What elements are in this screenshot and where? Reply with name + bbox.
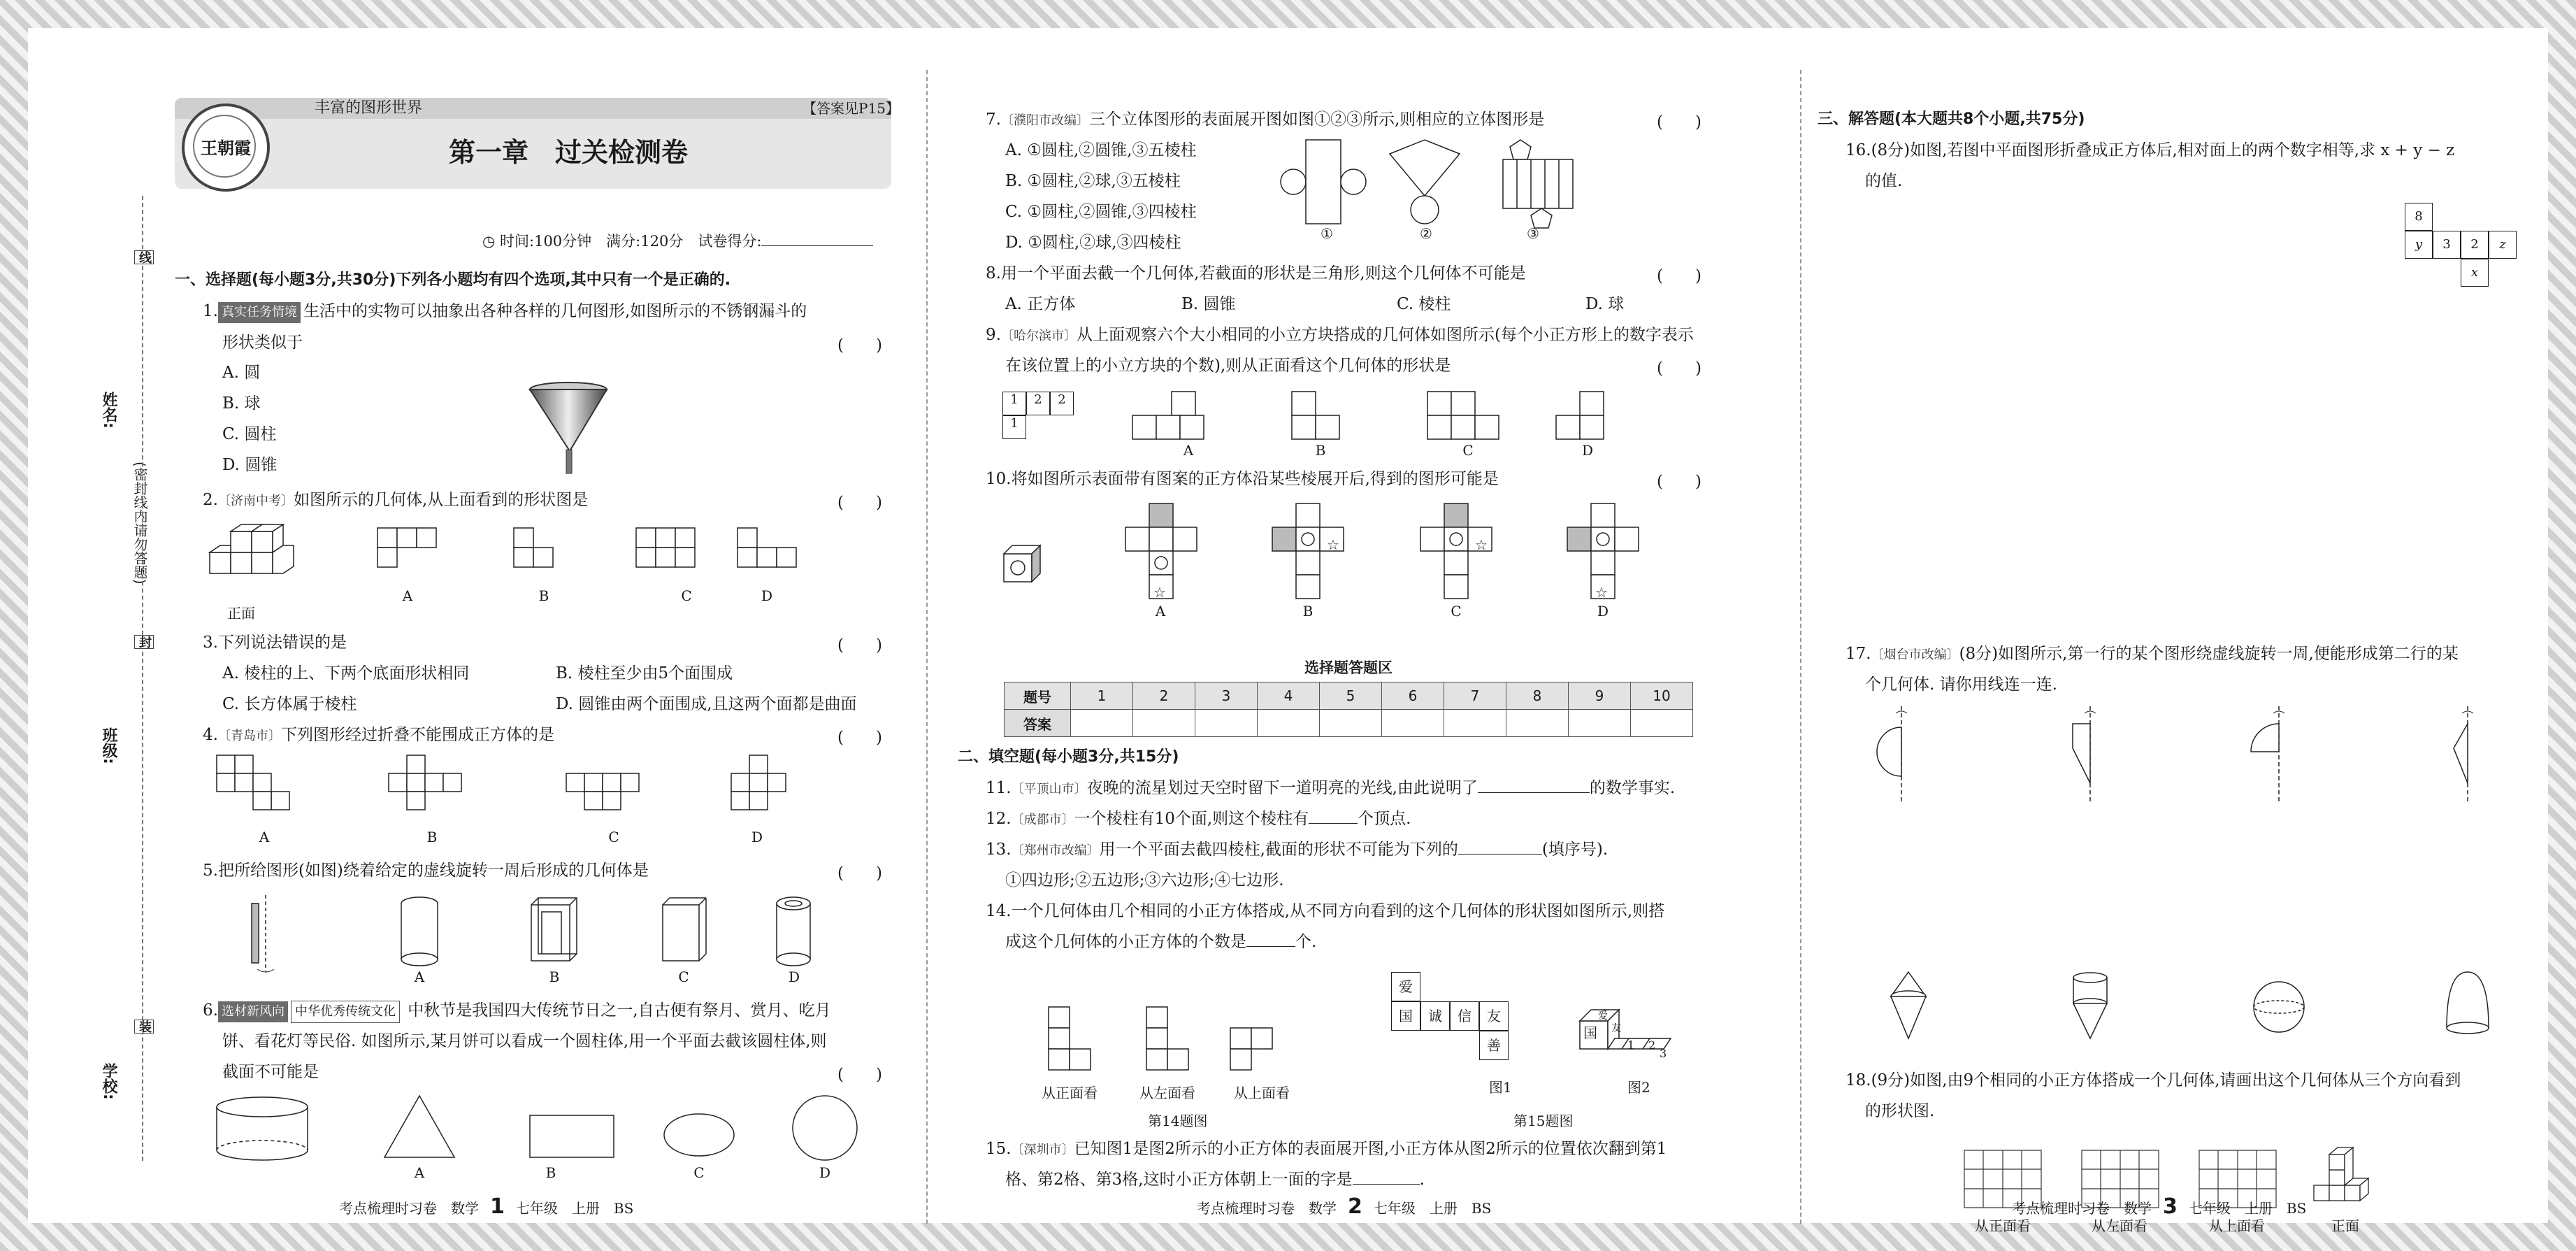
q1-stem: 1. 真实任务情境 生活中的实物可以抽象出各种各样的几何图形,如图所示的不锈钢漏斗的 bbox=[203, 301, 807, 323]
q9-stem: 9.〔哈尔滨市〕从上面观察六个大小相同的小立方块搭成的几何体如图所示(每个小正方形上的数字表示 bbox=[986, 326, 1694, 344]
q3-option-a: A. 棱柱的上、下两个底面形状相同 bbox=[222, 664, 470, 682]
q13-stem: 13.〔郑州市改编〕用一个平面去截四棱柱,截面的形状不可能为下列的 (填序号). bbox=[986, 841, 1609, 859]
q7-option-b: B. ①圆柱,②球,③五棱柱 bbox=[1005, 172, 1181, 190]
q15-cube-front: 国 bbox=[1583, 1024, 1597, 1041]
q1-option-d: D. 圆锥 bbox=[222, 456, 278, 474]
q18-stem: 18.(9分)如图,由9个相同的小正方体搭成一个几何体,请画出这个几何体从三个方向看到 bbox=[1845, 1071, 2461, 1089]
q1-option-b: B. 球 bbox=[222, 394, 261, 413]
q6-label-a: A bbox=[414, 1164, 425, 1181]
q9-options-figure bbox=[1132, 392, 1622, 441]
q3-answer-bracket[interactable]: ( ) bbox=[837, 636, 882, 655]
q15-stem-2: 格、第2格、第3格,这时小正方体朝上一面的字是 . bbox=[1005, 1171, 1425, 1189]
q18-view-top: 从上面看 bbox=[2209, 1217, 2265, 1234]
funnel-figure bbox=[528, 381, 612, 479]
q17-stem-2: 个几何体. 请你用线连一连. bbox=[1865, 675, 2057, 694]
publisher-logo bbox=[182, 103, 270, 192]
q6-label-c: C bbox=[693, 1164, 705, 1181]
exam-meta: ◷ 时间:100分钟 满分:120分 试卷得分: bbox=[482, 231, 873, 252]
q6-stem-3: 截面不可能是 bbox=[222, 1063, 319, 1081]
q7-option-c: C. ①圆柱,②圆锥,③四棱柱 bbox=[1005, 203, 1197, 221]
q14-views-figure bbox=[1049, 1007, 1258, 1077]
q10-label-d: D bbox=[1597, 603, 1609, 620]
q8-stem: 8.用一个平面去截一个几何体,若截面的形状是三角形,则这个几何体不可能是 bbox=[986, 264, 1526, 283]
q15-blank[interactable] bbox=[1353, 1184, 1420, 1185]
answer-cell[interactable] bbox=[1133, 710, 1195, 737]
q10-label-a: A bbox=[1155, 603, 1166, 620]
q1-option-a: A. 圆 bbox=[222, 364, 261, 382]
q14-view-top: 从上面看 bbox=[1234, 1085, 1290, 1101]
q6-stem-2: 饼、看花灯等民俗. 如图所示,某月饼可以看成一个圆柱体,用一个平面去截该圆柱体,则 bbox=[222, 1032, 827, 1050]
q7-label-2: ② bbox=[1420, 225, 1432, 242]
q9-label-a: A bbox=[1183, 442, 1194, 459]
q5-stem: 5.把所给图形(如图)绕着给定的虚线旋转一周后形成的几何体是 bbox=[203, 862, 649, 880]
footer-page-1: 考点梳理时习卷 数学 1 七年级 上册 BS bbox=[339, 1194, 634, 1219]
score-blank bbox=[761, 245, 873, 246]
page-number: 1 bbox=[490, 1194, 505, 1219]
q16-stem-2: 的值. bbox=[1865, 172, 1903, 190]
answer-cell[interactable] bbox=[1195, 710, 1258, 737]
q3-option-b: B. 棱柱至少由5个面围成 bbox=[556, 664, 733, 682]
q13-options: ①四边形;②五边形;③六边形;④七边形. bbox=[1005, 871, 1284, 889]
q6-label-d: D bbox=[819, 1164, 831, 1181]
q15-cell-1: 1 bbox=[1627, 1038, 1635, 1052]
q15-figure-caption: 第15题图 bbox=[1513, 1113, 1574, 1129]
q1-stem-2: 形状类似于 bbox=[222, 334, 303, 352]
q6-stem: 6. 选材新风向 中华优秀传统文化 中秋节是我国四大传统节日之一,自古便有祭月、赏月、吃月 bbox=[203, 1000, 831, 1023]
answer-table-row2-head: 答案 bbox=[1005, 710, 1071, 737]
answer-reference: 【答案见P15】 bbox=[803, 100, 900, 117]
answer-table-title: 选择题答题区 bbox=[1304, 659, 1393, 676]
q15-net-figure: 爱 国 诚 信 友 善 bbox=[1391, 972, 1510, 1098]
q5-figures bbox=[245, 895, 818, 979]
q4-label-d: D bbox=[751, 829, 763, 845]
q9-label-d: D bbox=[1581, 442, 1594, 459]
q15-stem: 15.〔深圳市〕已知图1是图2所示的小正方体的表面展开图,小正方体从图2所示的位置依次翻到第1 bbox=[986, 1140, 1667, 1158]
q9-label-c: C bbox=[1462, 442, 1474, 459]
q10-stem: 10.将如图所示表面带有图案的正方体沿某些棱展开后,得到的图形可能是 bbox=[986, 470, 1499, 488]
column-2 bbox=[958, 98, 1713, 1189]
q18-front-label: 正面 bbox=[2331, 1217, 2359, 1234]
q13-blank[interactable] bbox=[1458, 854, 1542, 855]
answer-cell[interactable] bbox=[1506, 710, 1569, 737]
column-divider bbox=[1800, 70, 1801, 1224]
q3-stem: 3.下列说法错误的是 bbox=[203, 634, 347, 652]
section-2-title: 二、填空题(每小题3分,共15分) bbox=[958, 748, 1179, 766]
q10-answer-bracket[interactable]: ( ) bbox=[1657, 473, 1701, 491]
logo-text: 王朝霞 bbox=[201, 138, 251, 158]
q11-stem: 11.〔平顶山市〕夜晚的流星划过天空时留下一道明亮的光线,由此说明了 的数学事实. bbox=[986, 779, 1676, 797]
q14-figure-caption: 第14题图 bbox=[1148, 1113, 1208, 1129]
q6-label-b: B bbox=[545, 1164, 556, 1181]
q17-solids bbox=[1866, 972, 2510, 1049]
q1-option-c: C. 圆柱 bbox=[222, 425, 277, 443]
footer-page-2: 考点梳理时习卷 数学 2 七年级 上册 BS bbox=[1197, 1194, 1492, 1219]
q7-label-1: ① bbox=[1321, 225, 1333, 242]
q14-blank[interactable] bbox=[1246, 946, 1295, 947]
q4-answer-bracket[interactable]: ( ) bbox=[837, 729, 882, 747]
name-label: 姓名: bbox=[100, 392, 117, 429]
q2-label-a: A bbox=[402, 587, 413, 604]
column-divider bbox=[926, 70, 928, 1224]
q5-label-c: C bbox=[678, 968, 689, 985]
q18-view-front: 从正面看 bbox=[1975, 1217, 2031, 1234]
column-1 bbox=[175, 98, 902, 1182]
q14-view-left: 从左面看 bbox=[1139, 1085, 1195, 1101]
answer-cell[interactable] bbox=[1444, 710, 1506, 737]
q10-label-c: C bbox=[1451, 603, 1462, 620]
q5-label-d: D bbox=[788, 968, 800, 985]
chapter-subtitle: 丰富的图形世界 bbox=[315, 99, 423, 117]
q1-answer-bracket[interactable]: ( ) bbox=[837, 336, 882, 355]
q10-star-a: ☆ bbox=[1153, 584, 1166, 601]
q4-nets-figure bbox=[217, 755, 846, 825]
q2-solid-figure bbox=[203, 528, 308, 591]
q2-front-label: 正面 bbox=[227, 605, 255, 622]
q10-star-b: ☆ bbox=[1327, 536, 1339, 553]
q4-label-a: A bbox=[259, 829, 270, 845]
q15-cell-2: 2 bbox=[1648, 1038, 1656, 1052]
q10-star-d: ☆ bbox=[1595, 584, 1608, 601]
q12-blank[interactable] bbox=[1309, 823, 1358, 824]
q17-planar-shapes bbox=[1866, 706, 2510, 811]
q4-label-c: C bbox=[608, 829, 619, 845]
answer-table-row1-head: 题号 bbox=[1005, 682, 1071, 710]
section-1-title: 一、选择题(每小题3分,共30分)下列各小题均有四个选项,其中只有一个是正确的. bbox=[175, 271, 731, 289]
q7-stem: 7.〔濮阳市改编〕三个立体图形的表面展开图如图①②③所示,则相应的立体图形是 bbox=[986, 110, 1545, 129]
q10-star-c: ☆ bbox=[1475, 536, 1488, 553]
q16-stem: 16.(8分)如图,若图中平面图形折叠成正方体后,相对面上的两个数字相等,求 x + y − z bbox=[1845, 141, 2455, 159]
q9-label-b: B bbox=[1315, 442, 1326, 459]
q6-answer-bracket[interactable]: ( ) bbox=[837, 1066, 882, 1084]
answer-cell[interactable] bbox=[1320, 710, 1382, 737]
school-label: 学校: bbox=[100, 1063, 117, 1100]
seal-word-seal: 封 bbox=[134, 635, 154, 649]
answer-cell[interactable] bbox=[1258, 710, 1320, 737]
q3-option-d: D. 圆锥由两个面围成,且这两个面都是曲面 bbox=[556, 695, 857, 713]
q14-stem: 14.一个几何体由几个相同的小正方体搭成,从不同方向看到的这个几何体的形状图如图所示,则搭 bbox=[986, 902, 1665, 920]
q12-stem: 12.〔成都市〕一个棱柱有10个面,则这个棱柱有 个顶点. bbox=[986, 810, 1411, 828]
q16-net-figure: 8 y 3 2 z x bbox=[2405, 203, 2524, 294]
q5-label-b: B bbox=[549, 968, 560, 985]
q5-answer-bracket[interactable]: ( ) bbox=[837, 864, 882, 882]
q4-label-b: B bbox=[426, 829, 438, 845]
q8-option-d: D. 球 bbox=[1585, 295, 1625, 313]
q9-stem-2: 在该位置上的小立方块的个数),则从正面看这个几何体的形状是 bbox=[1005, 357, 1451, 375]
page-title: 第一章 过关检测卷 bbox=[449, 137, 689, 168]
class-label: 班级: bbox=[100, 727, 117, 764]
q14-stem-2: 成这个几何体的小正方体的个数是 个. bbox=[1005, 933, 1317, 951]
q8-option-a: A. 正方体 bbox=[1005, 295, 1076, 313]
q2-label-c: C bbox=[681, 587, 692, 604]
clock-icon: ◷ bbox=[482, 233, 496, 250]
seal-line bbox=[142, 196, 143, 1161]
seal-word-bind: 装 bbox=[134, 1020, 154, 1034]
q15-cube-top: 爱 bbox=[1598, 1010, 1608, 1022]
seal-word-line: 线 bbox=[134, 250, 154, 264]
q3-option-c: C. 长方体属于棱柱 bbox=[222, 695, 357, 713]
q10-label-b: B bbox=[1302, 603, 1314, 620]
page-number: 2 bbox=[1348, 1194, 1362, 1219]
answer-table: 题号 1 2 3 4 5 6 7 8 9 10 答案 bbox=[1004, 682, 1693, 737]
seal-line-note: (密封线内请勿答题) bbox=[131, 462, 148, 585]
answer-cell[interactable] bbox=[1071, 710, 1133, 737]
q11-blank[interactable] bbox=[1478, 792, 1590, 793]
q2-label-d: D bbox=[761, 587, 773, 604]
q2-options-figure bbox=[377, 528, 797, 584]
section-3-title: 三、解答题(本大题共8个小题,共75分) bbox=[1818, 110, 2085, 128]
q14-view-front: 从正面看 bbox=[1042, 1085, 1098, 1101]
page-number: 3 bbox=[2163, 1194, 2178, 1219]
q15-cell-3: 3 bbox=[1660, 1047, 1667, 1060]
q18-stem-2: 的形状图. bbox=[1865, 1102, 1935, 1120]
answer-cell[interactable] bbox=[1569, 710, 1631, 737]
q9-answer-bracket[interactable]: ( ) bbox=[1657, 359, 1701, 378]
q7-label-3: ③ bbox=[1527, 225, 1539, 242]
q17-stem: 17.〔烟台市改编〕(8分)如图所示,第一行的某个图形绕虚线旋转一周,便能形成第二行的某 bbox=[1845, 645, 2459, 663]
q2-stem: 2.〔济南中考〕如图所示的几何体,从上面看到的形状图是 bbox=[203, 491, 589, 509]
q5-label-a: A bbox=[414, 968, 425, 985]
q15-fig2-label: 图2 bbox=[1627, 1079, 1650, 1096]
answer-cell[interactable] bbox=[1631, 710, 1693, 737]
q2-label-b: B bbox=[538, 587, 549, 604]
q18-view-left: 从左面看 bbox=[2092, 1217, 2147, 1234]
q15-fig1-label: 图1 bbox=[1489, 1079, 1512, 1096]
q7-option-d: D. ①圆柱,②球,③四棱柱 bbox=[1005, 234, 1181, 252]
q15-cube-side: 友 bbox=[1611, 1023, 1621, 1034]
q6-figures bbox=[217, 1094, 888, 1171]
q7-answer-bracket[interactable]: ( ) bbox=[1657, 113, 1701, 131]
answer-cell[interactable] bbox=[1382, 710, 1444, 737]
q8-answer-bracket[interactable]: ( ) bbox=[1657, 267, 1701, 285]
q9-top-grid: 1 2 2 1 bbox=[1002, 392, 1074, 438]
q8-option-b: B. 圆锥 bbox=[1181, 295, 1236, 313]
q7-option-a: A. ①圆柱,②圆锥,③五棱柱 bbox=[1005, 141, 1197, 159]
q2-answer-bracket[interactable]: ( ) bbox=[837, 494, 882, 512]
q8-option-c: C. 棱柱 bbox=[1397, 295, 1451, 313]
q4-stem: 4.〔青岛市〕下列图形经过折叠不能围成正方体的是 bbox=[203, 726, 554, 744]
q10-cube-figure bbox=[1004, 545, 1046, 587]
footer-page-3: 考点梳理时习卷 数学 3 七年级 上册 BS bbox=[2012, 1194, 2307, 1219]
